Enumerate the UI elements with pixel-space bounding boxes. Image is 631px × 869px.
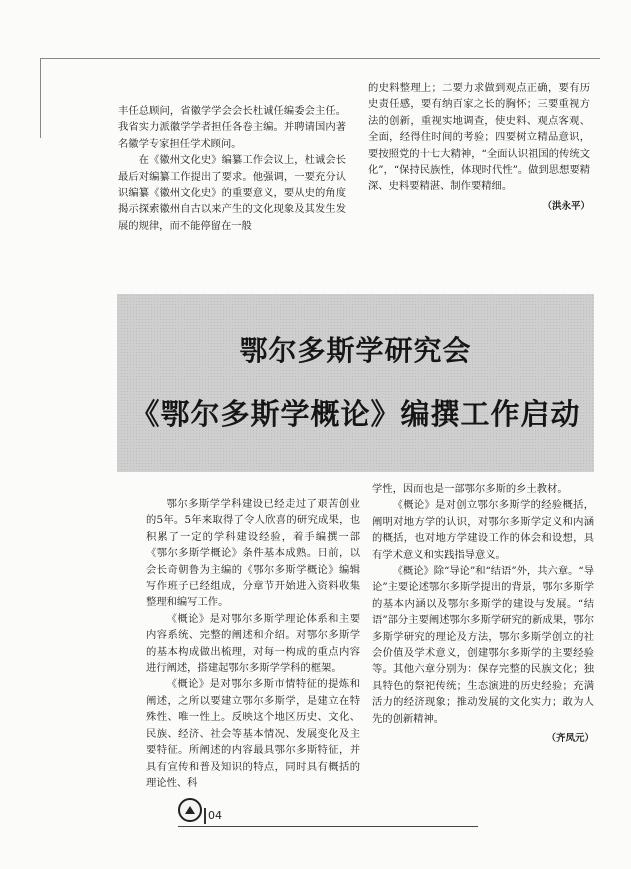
paragraph: 《概论》是对鄂尔多斯学理论体系和主要内容系统、完整的阐述和介绍。对鄂尔多斯学的基本构成做出梳理，对每一构成的重点内容进行阐述，搭建起鄂尔多斯学学科的框架。 [146,612,360,675]
paragraph: 丰任总顾问，省徽学学会会长杜诚任编委会主任。我省实力派徽学学者担任各卷主编。并聘请国内著名徽学专家担任学术顾问。 [118,105,346,150]
headline-line-2: 《鄂尔多斯学概论》编撰工作启动 [130,397,581,431]
paragraph: 《概论》是对鄂尔多斯市情特征的提炼和阐述，之所以要建立鄂尔多斯学，是建立在特殊性、唯一性上。反映这个地区历史、文化、民族、经济、社会等基本情况、发展变化及主要特征。所阐述的内容最具鄂尔多斯特征，并具有宣传和普及知识的特点，同时具有概括的理论性、科 [146,678,360,789]
page-edge-line [40,58,600,59]
main-article-right-column [372,481,594,748]
page-number: 04 [208,809,222,822]
paragraph: 《概论》除“导论”和“结语”外，共六章。“导论”主要论述鄂尔多斯学提出的背景，鄂尔多斯学的基本内涵以及鄂尔多斯学的建设与发展。“结语”部分主要阐述鄂尔多斯学研究的新成果，鄂尔多斯学研究的理论及方法，鄂尔多斯学创立的社会价值及学术意义，创建鄂尔多斯学的主要经验等。其他六章分别为：保存完整的民族文化；独具特色的祭祀传统；生态演进的历史经验；充满活力的经济现象；推动发展的文化实力；敢为人先的创新精神。 [372,565,594,725]
top-article-right-column [368,80,590,215]
author-signature: （洪永平） [542,200,590,212]
main-article-left-column [146,496,360,791]
paragraph: 《概论》是对创立鄂尔多斯学的经验概括，阐明对地方学的认识，对鄂尔多斯学定义和内涵的概括，也对地方学建设工作的体会和设想，具有学术意义和实践指导意义。 [372,499,594,561]
paragraph: 的史料整理上；二要力求做到观点正确，要有历史责任感，要有纳百家之长的胸怀；三要重视方法的创新，重视实地调查，使史料、观点客观、全面，经得住时间的考验；四要树立精品意识，要按照党的十七大精神，“全面认识祖国的传统文化”，“保持民族性，体现时代性”。做到思想要精深、史料要精湛、制作要精细。 [368,82,590,193]
headline-banner [117,294,594,472]
author-signature: （齐凤元） [546,733,594,745]
paragraph: 鄂尔多斯学学科建设已经走过了艰苦创业的5年。5年来取得了令人欣喜的研究成果，也积累了一定的学科建设经验，着手编撰一部《鄂尔多斯学概论》条件基本成熟。日前，以会长奇朝鲁为主编的《鄂尔多斯学概论》编辑写作班子已经组成，分章节开始进入资料收集整理和编写工作。 [146,498,360,609]
paragraph: 学性，因而也是一部鄂尔多斯的乡土教材。 [372,483,568,495]
footer-divider [204,808,206,824]
page-edge-line [40,58,41,138]
headline-line-1: 鄂尔多斯学研究会 [239,334,472,367]
paragraph: 在《徽州文化史》编纂工作会议上，杜诚会长最后对编纂工作提出了要求。他强调，一要充分认识编纂《徽州文化史》的重要意义，要从史的角度揭示探索徽州自古以来产生的文化现象及其发生发展的规律，而不能停留在一般 [118,154,346,232]
footer-rule [178,826,478,827]
top-article-left-column [118,103,346,234]
publication-logo-icon [178,798,202,822]
